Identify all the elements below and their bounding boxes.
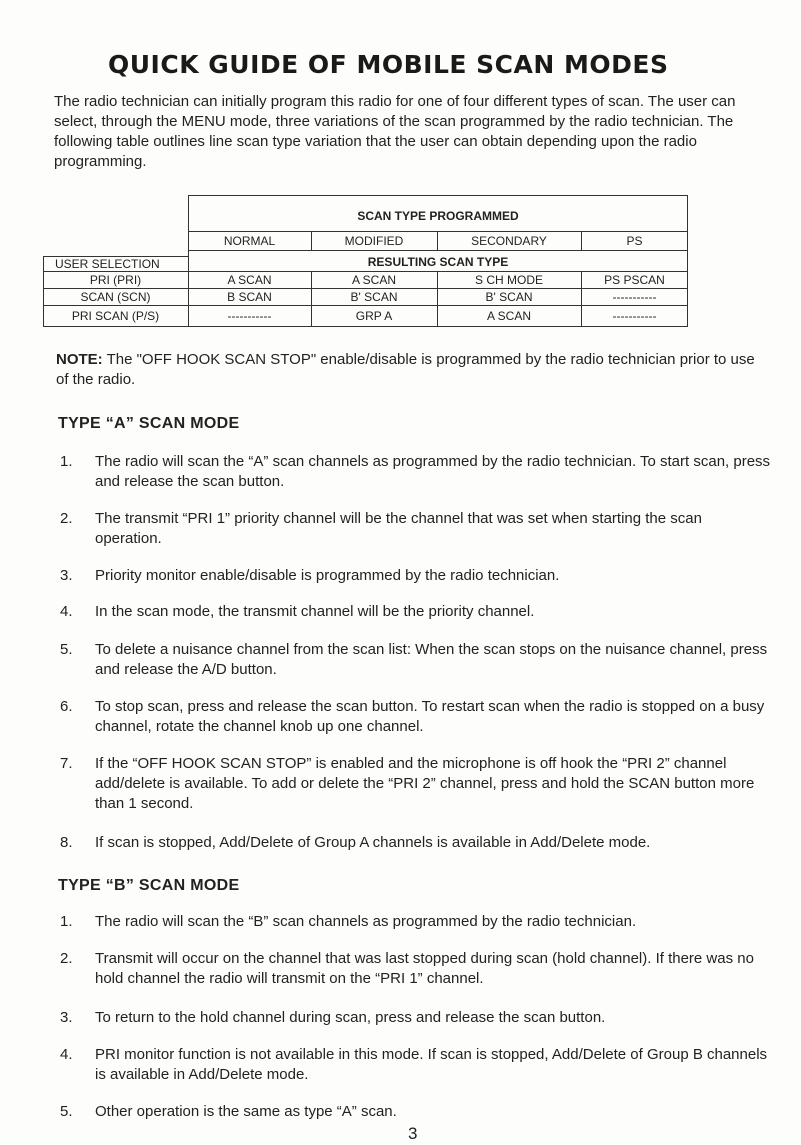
list-item xyxy=(60,697,772,737)
type-secondary-header: SECONDARY xyxy=(471,234,547,248)
item-text: The transmit “PRI 1” priority channel will be the channel that was set when starting the scan operation. xyxy=(95,510,702,547)
page-number: 3 xyxy=(408,1124,418,1143)
note-paragraph xyxy=(56,350,756,390)
item-number: 5. xyxy=(60,641,73,658)
page-title: QUICK GUIDE OF MOBILE SCAN MODES xyxy=(108,50,669,79)
list-item xyxy=(60,1102,772,1122)
table-cell: GRP A xyxy=(355,309,393,323)
list-item xyxy=(60,602,772,622)
item-text: Other operation is the same as type “A” scan. xyxy=(95,1103,397,1120)
item-number: 4. xyxy=(60,603,73,620)
item-number: 8. xyxy=(60,834,73,851)
row-label-pri-scan: PRI SCAN (P/S) xyxy=(71,309,160,323)
type-b-heading: TYPE “B” SCAN MODE xyxy=(58,877,240,894)
item-text: PRI monitor function is not available in this mode. If scan is stopped, Add/Delete of Group B channels is available in Add/Delete mode. xyxy=(95,1046,768,1083)
list-item xyxy=(60,949,772,989)
table-border xyxy=(188,195,688,196)
row-label-pri: PRI (PRI) xyxy=(89,273,142,287)
type-a-heading: TYPE “A” SCAN MODE xyxy=(58,415,240,432)
table-cell: A SCAN xyxy=(227,273,272,287)
table-border xyxy=(188,250,688,251)
table-cell: S CH MODE xyxy=(474,273,543,287)
item-number: 3. xyxy=(60,1009,73,1026)
type-ps-header: PS xyxy=(626,234,643,248)
item-number: 3. xyxy=(60,567,73,584)
item-text: Priority monitor enable/disable is programmed by the radio technician. xyxy=(95,567,560,584)
table-cell: A SCAN xyxy=(486,309,531,323)
user-selection-header: USER SELECTION xyxy=(55,257,160,271)
table-cell: PS PSCAN xyxy=(604,273,665,287)
table-cell: ----------- xyxy=(612,309,657,323)
type-normal-header: NORMAL xyxy=(223,234,276,248)
list-item xyxy=(60,1045,772,1085)
table-cell: B' SCAN xyxy=(485,290,533,304)
row-label-scan: SCAN (SCN) xyxy=(80,290,151,304)
table-cell: B' SCAN xyxy=(350,290,398,304)
item-number: 1. xyxy=(60,453,73,470)
table-cell: ----------- xyxy=(612,290,657,304)
scan-type-table xyxy=(43,195,688,327)
item-text: The radio will scan the “A” scan channels as programmed by the radio technician. To start scan, press and release the scan button. xyxy=(95,453,771,490)
list-item xyxy=(60,1008,772,1028)
item-text: To delete a nuisance channel from the scan list: When the scan stops on the nuisance channel, press and release the A/D button. xyxy=(95,641,768,678)
resulting-scan-type-header: RESULTING SCAN TYPE xyxy=(367,254,509,269)
list-item xyxy=(60,509,772,549)
item-number: 6. xyxy=(60,698,73,715)
table-cell: B SCAN xyxy=(227,290,272,304)
item-number: 5. xyxy=(60,1103,73,1120)
item-text: If scan is stopped, Add/Delete of Group A channels is available in Add/Delete mode. xyxy=(95,834,651,851)
list-item xyxy=(60,566,772,586)
note-text: The "OFF HOOK SCAN STOP" enable/disable is programmed by the radio technician prior to use of the radio. xyxy=(56,351,755,388)
note-label: NOTE: xyxy=(56,351,103,368)
list-item xyxy=(60,640,772,680)
item-number: 4. xyxy=(60,1046,73,1063)
list-item xyxy=(60,452,772,492)
item-text: To return to the hold channel during scan, press and release the scan button. xyxy=(95,1009,606,1026)
intro-paragraph xyxy=(54,92,774,172)
list-item xyxy=(60,754,772,814)
item-number: 2. xyxy=(60,950,73,967)
item-text: In the scan mode, the transmit channel will be the priority channel. xyxy=(95,603,535,620)
table-cell: A SCAN xyxy=(351,273,396,287)
item-text: To stop scan, press and release the scan button. To restart scan when the radio is stopped on a busy channel, rotate the channel knob up one channel. xyxy=(95,698,765,735)
item-number: 2. xyxy=(60,510,73,527)
table-border xyxy=(43,326,688,327)
list-item xyxy=(60,833,772,853)
table-cell: ----------- xyxy=(227,309,272,323)
item-text: If the “OFF HOOK SCAN STOP” is enabled and the microphone is off hook the “PRI 2” channel add/delete is available. To add or delete the “PRI 2” channel, press and hold the SCAN button more than 1 second. xyxy=(95,755,755,812)
item-number: 1. xyxy=(60,913,73,930)
scan-type-programmed-header: SCAN TYPE PROGRAMMED xyxy=(357,209,519,223)
type-modified-header: MODIFIED xyxy=(344,234,404,248)
item-number: 7. xyxy=(60,755,73,772)
intro-text: The radio technician can initially program this radio for one of four different types of scan. The user can select, through the MENU mode, three variations of the scan programmed by the radio technician. The following table outlines line scan type variation that the user can obtain depending upon the radio programming. xyxy=(54,93,736,170)
list-item xyxy=(60,912,772,932)
item-text: Transmit will occur on the channel that was last stopped during scan (hold channel). If there was no hold channel the radio will transmit on the “PRI 1” channel. xyxy=(95,950,754,987)
item-text: The radio will scan the “B” scan channels as programmed by the radio technician. xyxy=(95,913,637,930)
